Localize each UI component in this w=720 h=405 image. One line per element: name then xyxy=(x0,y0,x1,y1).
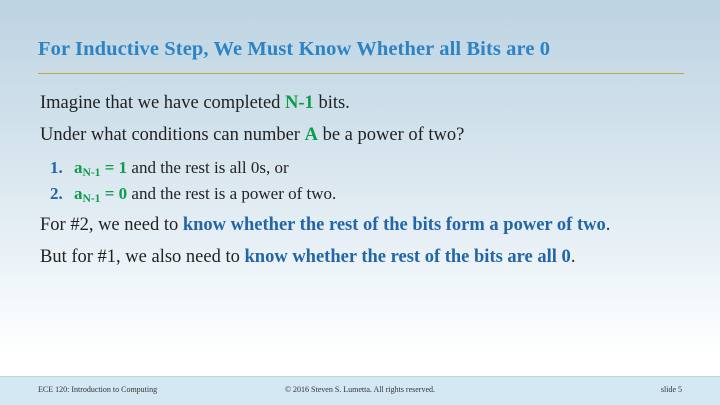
paragraph-4 xyxy=(40,246,680,269)
list-item xyxy=(40,183,680,205)
page-title: For Inductive Step, We Must Know Whether all Bits are 0 xyxy=(38,38,551,60)
list-item-code-a: a xyxy=(74,183,83,203)
title-divider xyxy=(38,73,684,74)
list-item-code-a: a xyxy=(74,157,83,177)
list-item-code xyxy=(74,184,127,203)
paragraph-3-text-c: . xyxy=(605,214,611,235)
paragraph-2-text-c: be a power of two? xyxy=(317,125,465,146)
paragraph-4-text-a: But for #1, we also need to xyxy=(40,247,245,268)
paragraph-1-text-a: Imagine that we have completed xyxy=(40,93,286,113)
conditions-list xyxy=(40,157,680,205)
list-item-code-sub: N-1 xyxy=(82,165,101,179)
list-item-text: and the rest is a power of two. xyxy=(127,183,337,203)
footer-course-label: ECE 120: Introduction to Computing xyxy=(38,385,158,394)
list-item-code-sub: N-1 xyxy=(82,191,101,205)
paragraph-1 xyxy=(40,92,680,115)
list-item-code-b: = 0 xyxy=(100,183,128,203)
slide-body xyxy=(40,92,680,278)
paragraph-2-highlight: A xyxy=(304,125,318,146)
paragraph-3-highlight: know whether the rest of the bits form a power of two xyxy=(182,214,606,235)
paragraph-1-highlight: N-1 xyxy=(285,93,314,113)
footer-slide-number: slide 5 xyxy=(660,385,682,394)
list-item-text: and the rest is all 0s, or xyxy=(127,157,289,177)
paragraph-2-text-a: Under what conditions can number xyxy=(40,125,305,146)
list-item-code-b: = 1 xyxy=(100,157,128,177)
list-item-number: 1. xyxy=(50,157,63,177)
slide-footer xyxy=(0,376,720,405)
paragraph-4-highlight: know whether the rest of the bits are all 0 xyxy=(244,247,571,268)
paragraph-3-text-a: For #2, we need to xyxy=(40,214,183,235)
paragraph-4-text-c: . xyxy=(570,247,576,268)
footer-copyright: © 2016 Steven S. Lumetta. All rights reserved. xyxy=(284,385,436,394)
list-item xyxy=(40,157,680,179)
paragraph-3 xyxy=(40,214,680,237)
list-item-number: 2. xyxy=(50,183,63,203)
list-item-code xyxy=(74,158,127,177)
paragraph-1-text-c: bits. xyxy=(313,93,350,113)
paragraph-2 xyxy=(40,124,680,147)
